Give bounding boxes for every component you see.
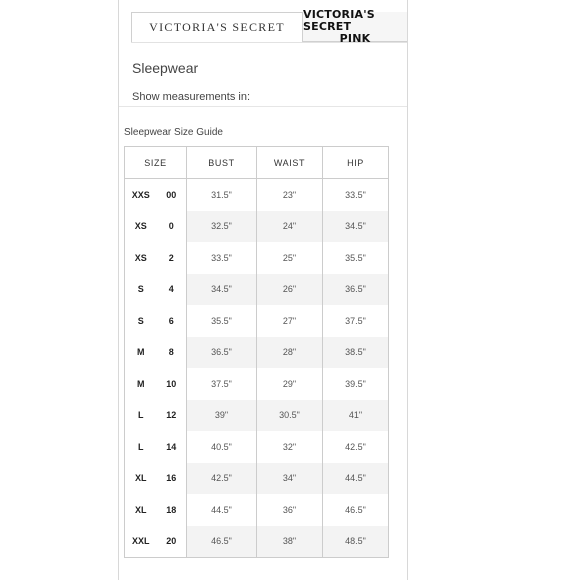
size-label: S: [137, 315, 144, 326]
hip-value: 38.5": [323, 337, 389, 369]
size-label: L: [138, 441, 144, 452]
tab-victorias-secret[interactable]: [131, 12, 303, 42]
size-label: XS: [134, 252, 147, 263]
bust-value: 33.5": [187, 242, 257, 274]
category-title: Sleepwear: [132, 60, 199, 76]
size-number: 14: [166, 441, 177, 452]
waist-value: 30.5": [257, 400, 323, 432]
size-label: L: [125, 400, 157, 432]
hip-value: 48.5": [323, 526, 389, 558]
bust-value: 32.5": [187, 211, 257, 243]
size-label: XXS: [131, 189, 150, 200]
table-row: [125, 368, 389, 400]
header-hip: HIP: [323, 147, 389, 179]
bust-value: 39": [187, 400, 257, 432]
size-number: 10: [166, 378, 177, 389]
bust-value: 44.5": [187, 494, 257, 526]
hip-value: 44.5": [323, 463, 389, 495]
tab-victorias-secret-label: VICTORIA'S SECRET: [149, 20, 285, 34]
waist-value: 36": [257, 494, 323, 526]
table-row: [125, 400, 389, 432]
size-number: 16: [157, 463, 187, 495]
hip-value: 36.5": [323, 274, 389, 306]
size-table: [124, 146, 389, 558]
size-label: M: [137, 378, 145, 389]
bust-value: 42.5": [187, 463, 257, 495]
header-bust: BUST: [187, 147, 257, 179]
size-number: 12: [157, 400, 187, 432]
size-label: XXL: [125, 526, 157, 558]
hip-value: 46.5": [323, 494, 389, 526]
size-number: 20: [157, 526, 187, 558]
waist-value: 34": [257, 463, 323, 495]
table-row: [125, 526, 389, 558]
size-guide-panel: [118, 0, 408, 580]
hip-value: 39.5": [323, 368, 389, 400]
bust-value: 34.5": [187, 274, 257, 306]
tab-pink-label-line1: VICTORIA'S SECRET: [303, 7, 375, 33]
tab-pink-label-line2: PINK: [339, 31, 371, 45]
size-number: 6: [168, 315, 174, 326]
brand-tabs: [131, 7, 407, 45]
table-row: [125, 242, 389, 274]
waist-value: 27": [257, 305, 323, 337]
size-label: XL: [134, 504, 147, 515]
size-table-body: [125, 179, 389, 558]
size-number: 8: [157, 337, 187, 369]
hip-value: 41": [323, 400, 389, 432]
measurements-label: Show measurements in:: [132, 91, 250, 103]
header-waist: WAIST: [257, 147, 323, 179]
size-label: XL: [125, 463, 157, 495]
bust-value: 37.5": [187, 368, 257, 400]
hip-value: 42.5": [323, 431, 389, 463]
waist-value: 38": [257, 526, 323, 558]
hip-value: 33.5": [323, 179, 389, 211]
waist-value: 32": [257, 431, 323, 463]
size-label: S: [125, 274, 157, 306]
table-row: [125, 337, 389, 369]
hip-value: 34.5": [323, 211, 389, 243]
header-size: SIZE: [125, 147, 187, 179]
waist-value: 24": [257, 211, 323, 243]
table-row: [125, 431, 389, 463]
bust-value: 31.5": [187, 179, 257, 211]
table-row: [125, 494, 389, 526]
table-row: [125, 211, 389, 243]
table-header-row: [125, 147, 389, 179]
tabs-divider: [131, 42, 407, 43]
size-number: 0: [157, 211, 187, 243]
bust-value: 40.5": [187, 431, 257, 463]
hip-value: 35.5": [323, 242, 389, 274]
bust-value: 35.5": [187, 305, 257, 337]
tab-pink[interactable]: [303, 7, 407, 45]
bust-value: 36.5": [187, 337, 257, 369]
hip-value: 37.5": [323, 305, 389, 337]
waist-value: 28": [257, 337, 323, 369]
size-number: 18: [166, 504, 177, 515]
table-row: [125, 463, 389, 495]
table-row: [125, 274, 389, 306]
bust-value: 46.5": [187, 526, 257, 558]
table-row: [125, 179, 389, 211]
size-guide-title: Sleepwear Size Guide: [124, 127, 223, 138]
waist-value: 29": [257, 368, 323, 400]
size-number: 2: [168, 252, 174, 263]
waist-value: 25": [257, 242, 323, 274]
table-row: [125, 305, 389, 337]
size-label: M: [125, 337, 157, 369]
waist-value: 26": [257, 274, 323, 306]
size-number: 4: [157, 274, 187, 306]
size-number: 00: [166, 189, 177, 200]
section-divider: [119, 106, 407, 107]
waist-value: 23": [257, 179, 323, 211]
size-label: XS: [125, 211, 157, 243]
